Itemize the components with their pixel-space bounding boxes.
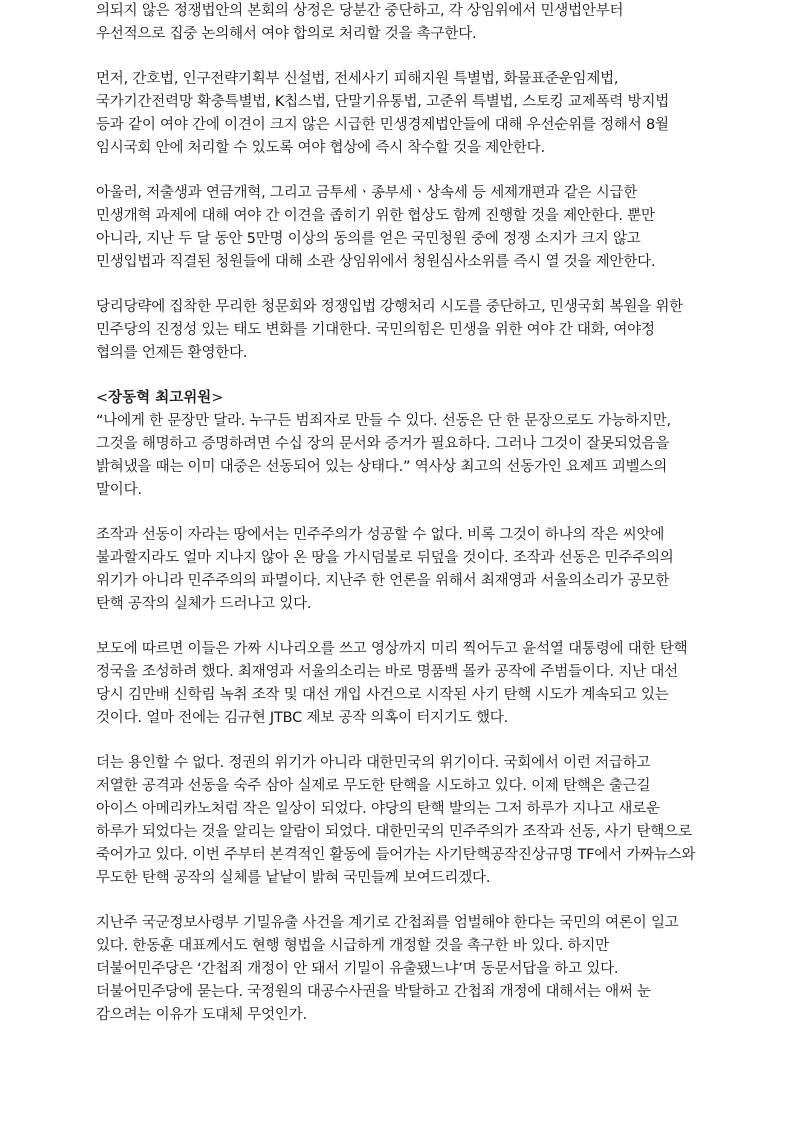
paragraph-gap (96, 890, 696, 912)
paragraph-gap (96, 160, 696, 182)
heading-speaker-name: 장동혁 최고위원 (108, 390, 212, 406)
paragraph-gap (96, 365, 696, 387)
paragraph-7: 보도에 따르면 이들은 가짜 시나리오를 쓰고 영상까지 미리 찍어두고 윤석열 대통령에 대한 탄핵 정국을 조성하려 했다. 최재영과 서울의소리는 바로 명품백 몰카 공작에 주범들이다. 지난 대선 당시 김만배 신학림 녹취 조작 및 대선 개입 사건으로 시작된 사기 탄핵 시도가 계속되고 있는 것이다. 얼마 전에는 김규현 JTBC 제보 공작 의혹이 터지기도 했다. (96, 641, 688, 726)
document-body (96, 0, 696, 1027)
paragraph-6: 조작과 선동이 자라는 땅에서는 민주주의가 성공할 수 없다. 비록 그것이 하나의 작은 씨앗에 불과할지라도 얼마 지나지 않아 온 땅을 가시덤불로 뒤덮을 것이다. 조작과 선동은 민주주의의 위기가 아니라 민주주의의 파멸이다. 지난주 한 언론을 위해서 최재영과 서울의소리가 공모한 탄핵 공작의 실체가 드러나고 있다. (96, 527, 674, 612)
paragraph-3: 아울러, 저출생과 연금개혁, 그리고 금투세ㆍ종부세ㆍ상속세 등 세제개편과 같은 시급한 민생개혁 과제에 대해 여야 간 이견을 좁히기 위한 협상도 함께 진행할 것을 제안한다. 뿐만 아니라, 지난 두 달 동안 5만명 이상의 동의를 얻은 국민청원 중에 정쟁 소지가 크지 않고 민생입법과 직결된 청원들에 대해 소관 상임위에서 청원심사소위를 즉시 열 것을 제안한다. (96, 185, 656, 270)
paragraph-gap (96, 502, 696, 524)
heading-close-bracket: > (211, 390, 224, 406)
paragraph-4: 당리당략에 집착한 무리한 청문회와 정쟁입법 강행처리 시도를 중단하고, 민생국회 복원을 위한 민주당의 진정성 있는 태도 변화를 기대한다. 국민의힘은 민생을 위한 여야 간 대화, 여야정 협의를 언제든 환영한다. (96, 299, 683, 361)
paragraph-8: 더는 용인할 수 없다. 정권의 위기가 아니라 대한민국의 위기이다. 국회에서 이런 저급하고 저열한 공격과 선동을 숙주 삼아 실제로 무도한 탄핵을 시도하고 있다. 이제 탄핵은 출근길 아이스 아메리카노처럼 작은 일상이 되었다. 야당의 탄핵 발의는 그저 하루가 지나고 새로운 하루가 되었다는 것을 알리는 알람이 되었다. 대한민국의 민주주의가 조작과 선동, 사기 탄핵으로 죽어가고 있다. 이번 주부터 본격적인 활동에 들어가는 사기탄핵공작진상규명 TF에서 가짜뉴스와 무도한 탄핵 공작의 실체를 낱낱이 밝혀 국민들께 보여드리겠다. (96, 755, 696, 886)
paragraph-1: 의되지 않은 정쟁법안의 본회의 상정은 당분간 중단하고, 각 상임위에서 민생법안부터 우선적으로 집중 논의해서 여야 합의로 처리할 것을 촉구한다. (96, 3, 624, 42)
paragraph-2: 먼저, 간호법, 인구전략기획부 신설법, 전세사기 피해지원 특별법, 화물표준운임제법, 국가기간전력망 확충특별법, K칩스법, 단말기유통법, 고준위 특별법, 스토킹 교제폭력 방지법 등과 같이 여야 간에 이견이 크지 않은 시급한 민생경제법안들에 대해 우선순위를 정해서 8월 임시국회 안에 처리할 수 있도록 여야 협상에 즉시 착수할 것을 제안한다. (96, 71, 670, 156)
heading-open-bracket: < (96, 390, 109, 406)
paragraph-gap (96, 274, 696, 296)
paragraph-5: “나에게 한 문장만 달라. 누구든 범죄자로 만들 수 있다. 선동은 단 한 문장으로도 가능하지만, 그것을 해명하고 증명하려면 수십 장의 문서와 증거가 필요하다. 그러나 그것이 잘못되었음을 밝혀냈을 때는 이미 대중은 선동되어 있는 상태다.” 역사상 최고의 선동가인 요제프 괴벨스의 말이다. (96, 413, 671, 498)
section-heading (96, 387, 696, 410)
paragraph-gap (96, 46, 696, 68)
paragraph-gap (96, 730, 696, 752)
paragraph-gap (96, 616, 696, 638)
paragraph-9: 지난주 국군정보사령부 기밀유출 사건을 계기로 간첩죄를 엄벌해야 한다는 국민의 여론이 일고 있다. 한동훈 대표께서도 현행 형법을 시급하게 개정할 것을 촉구한 바 있다. 하지만 더불어민주당은 ‘간첩죄 개정이 안 돼서 기밀이 유출됐느냐’며 동문서답을 하고 있다. 더불어민주당에 묻는다. 국정원의 대공수사권을 박탈하고 간첩죄 개정에 대해서는 애써 눈 감으려는 이유가 도대체 무엇인가. (96, 915, 679, 1023)
